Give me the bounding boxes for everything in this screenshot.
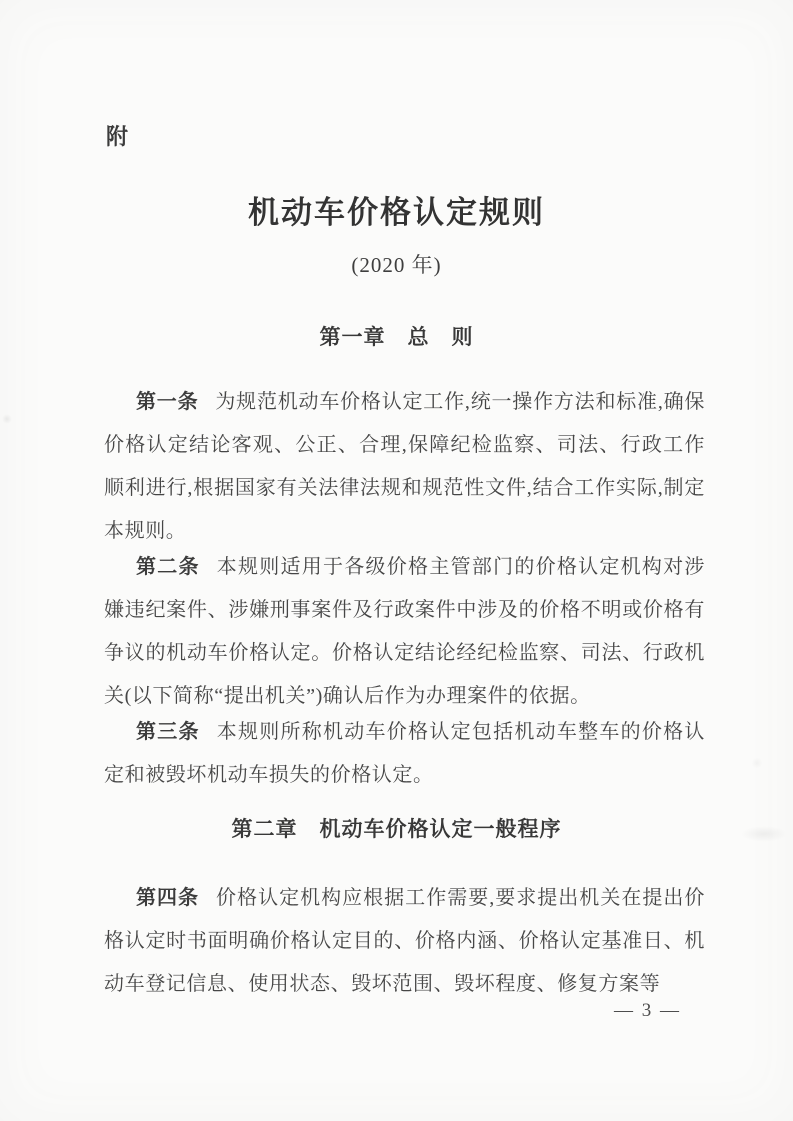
article-2-label: 第二条 — [136, 556, 200, 578]
chapter-1-heading: 第一章 总 则 — [319, 326, 474, 349]
attachment-mark: 附 — [106, 124, 129, 149]
article-1-text: 为规范机动车价格认定工作,统一操作方法和标准,确保价格认定结论客观、公正、合理,保障纪检监察、司法、行政工作顺利进行,根据国家有关法律法规和规范性文件,结合工作实际,制定本规则。 — [104, 391, 706, 542]
article-3-text: 本规则所称机动车价格认定包括机动车整车的价格认定和被毁坏机动车损失的价格认定。 — [104, 721, 705, 786]
document-title: 机动车价格认定规则 — [248, 195, 545, 230]
article-4-label: 第四条 — [136, 887, 200, 909]
scan-smudge — [751, 758, 763, 768]
document-year: (2020 年) — [351, 253, 442, 277]
article-2-text: 本规则适用于各级价格主管部门的价格认定机构对涉嫌违纪案件、涉嫌刑事案件及行政案件中涉及的价格不明或价格有争议的机动车价格认定。价格认定结论经纪检监察、司法、行政机关(以下简称“提出机关”)确认后作为办理案件的依据。 — [104, 556, 705, 707]
article-1-paragraph — [104, 381, 705, 553]
article-4-text: 价格认定机构应根据工作需要,要求提出机关在提出价格认定时书面明确价格认定目的、价格内涵、价格认定基准日、机动车登记信息、使用状态、毁坏范围、毁坏程度、修复方案等 — [104, 887, 705, 995]
article-1-label: 第一条 — [136, 391, 199, 413]
chapter-1-body — [104, 381, 705, 797]
article-2-paragraph — [104, 546, 705, 718]
article-3-paragraph — [104, 711, 705, 797]
article-4-paragraph — [104, 877, 705, 1006]
page-number: — 3 — — [614, 1000, 681, 1021]
article-3-label: 第三条 — [136, 721, 200, 743]
chapter-2-heading: 第二章 机动车价格认定一般程序 — [231, 818, 562, 841]
scan-smudge — [2, 414, 12, 424]
chapter-2-body — [104, 877, 705, 1006]
